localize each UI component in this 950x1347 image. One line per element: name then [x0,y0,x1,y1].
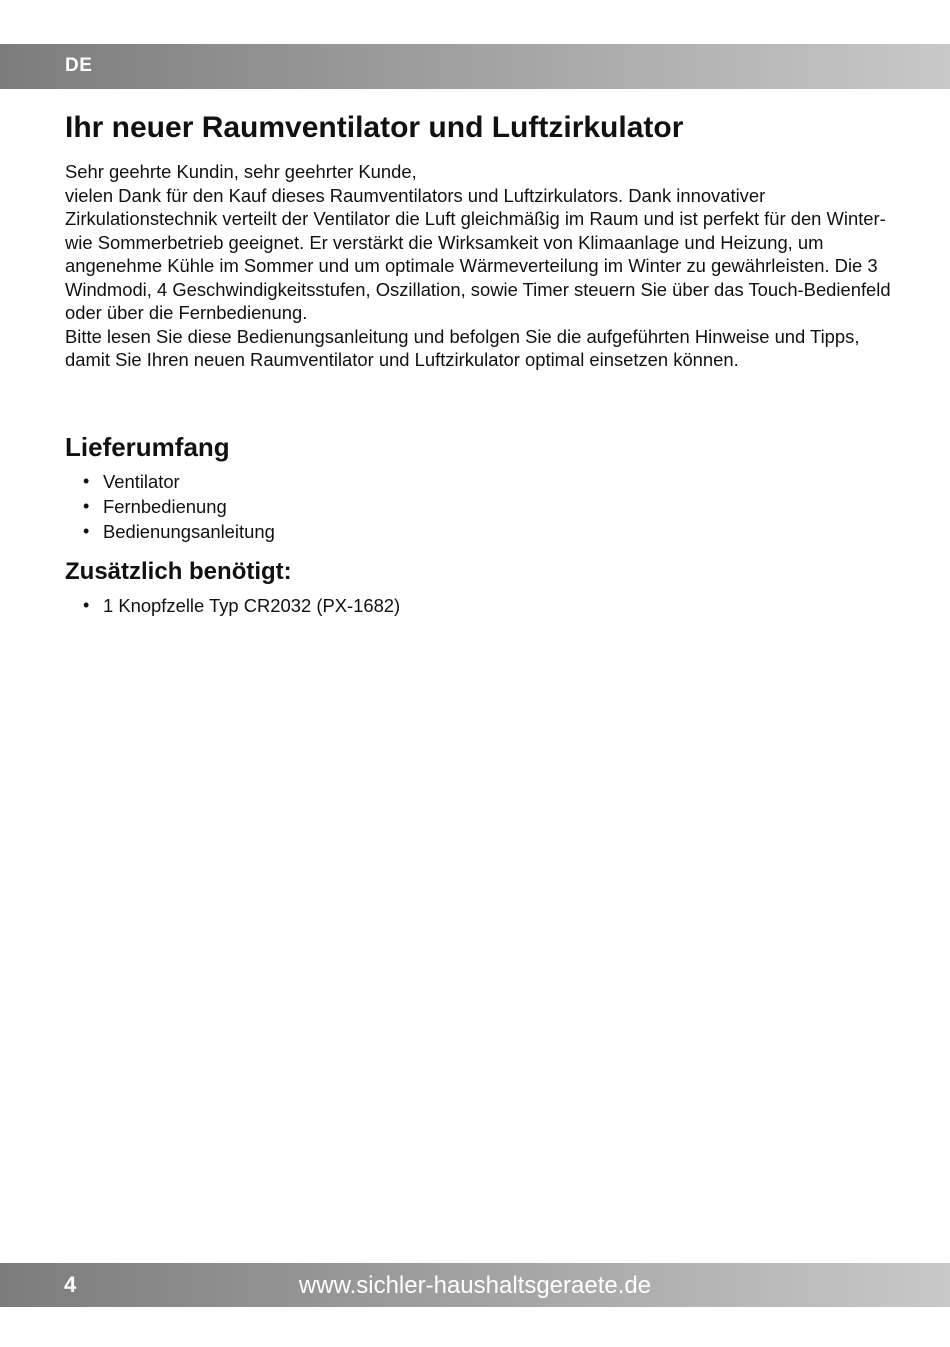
intro-text [65,160,895,372]
scope-list [65,469,895,544]
additional-heading: Zusätzlich benötigt: [65,557,292,585]
additional-list [65,593,895,618]
intro-paragraph: vielen Dank für den Kauf dieses Raumventilators und Luftzirkulators. Dank innovativer Zirkulationstechnik verteilt der Ventilator die Luft gleichmäßig im Raum und ist perfekt für den Winter- wie Sommerbetrieb geeignet. Er verstärkt die Wirksamkeit von Klimaanlage und Heizung, um angenehme Kühle im Sommer und um optimale Wärmeverteilung im Winter zu gewährleisten. Die 3 Windmodi, 4 Geschwindigkeitsstufen, Oszillation, sowie Timer steuern Sie über das Touch-Bedienfeld oder über die Fernbedienung. [65,184,891,323]
list-item: • Fernbedienung [83,495,227,517]
scope-heading: Lieferumfang [65,431,230,462]
bullet-icon: • [83,495,90,516]
footer-url-link[interactable]: www.sichler-haushaltsgeraete.de [298,1272,652,1299]
bullet-icon: • [83,594,90,615]
list-item: • Bedienungsanleitung [83,520,275,542]
header-band [0,44,950,89]
instruction-paragraph: Bitte lesen Sie diese Bedienungsanleitung und befolgen Sie die aufgeführten Hinweise und Tipps, damit Sie Ihren neuen Raumventilator und Luftzirkulator optimal einsetzen können. [65,325,860,370]
list-item: • Ventilator [83,470,180,492]
bullet-icon: • [83,520,90,541]
main-content [65,108,895,618]
salutation: Sehr geehrte Kundin, sehr geehrter Kunde, [65,161,417,182]
page-number: 4 [64,1272,77,1297]
page-title: Ihr neuer Raumventilator und Luftzirkulator [65,111,684,144]
language-label: DE [65,55,93,76]
list-item: • 1 Knopfzelle Typ CR2032 (PX-1682) [83,594,401,616]
footer-band [0,1263,950,1307]
bullet-icon: • [83,470,90,491]
